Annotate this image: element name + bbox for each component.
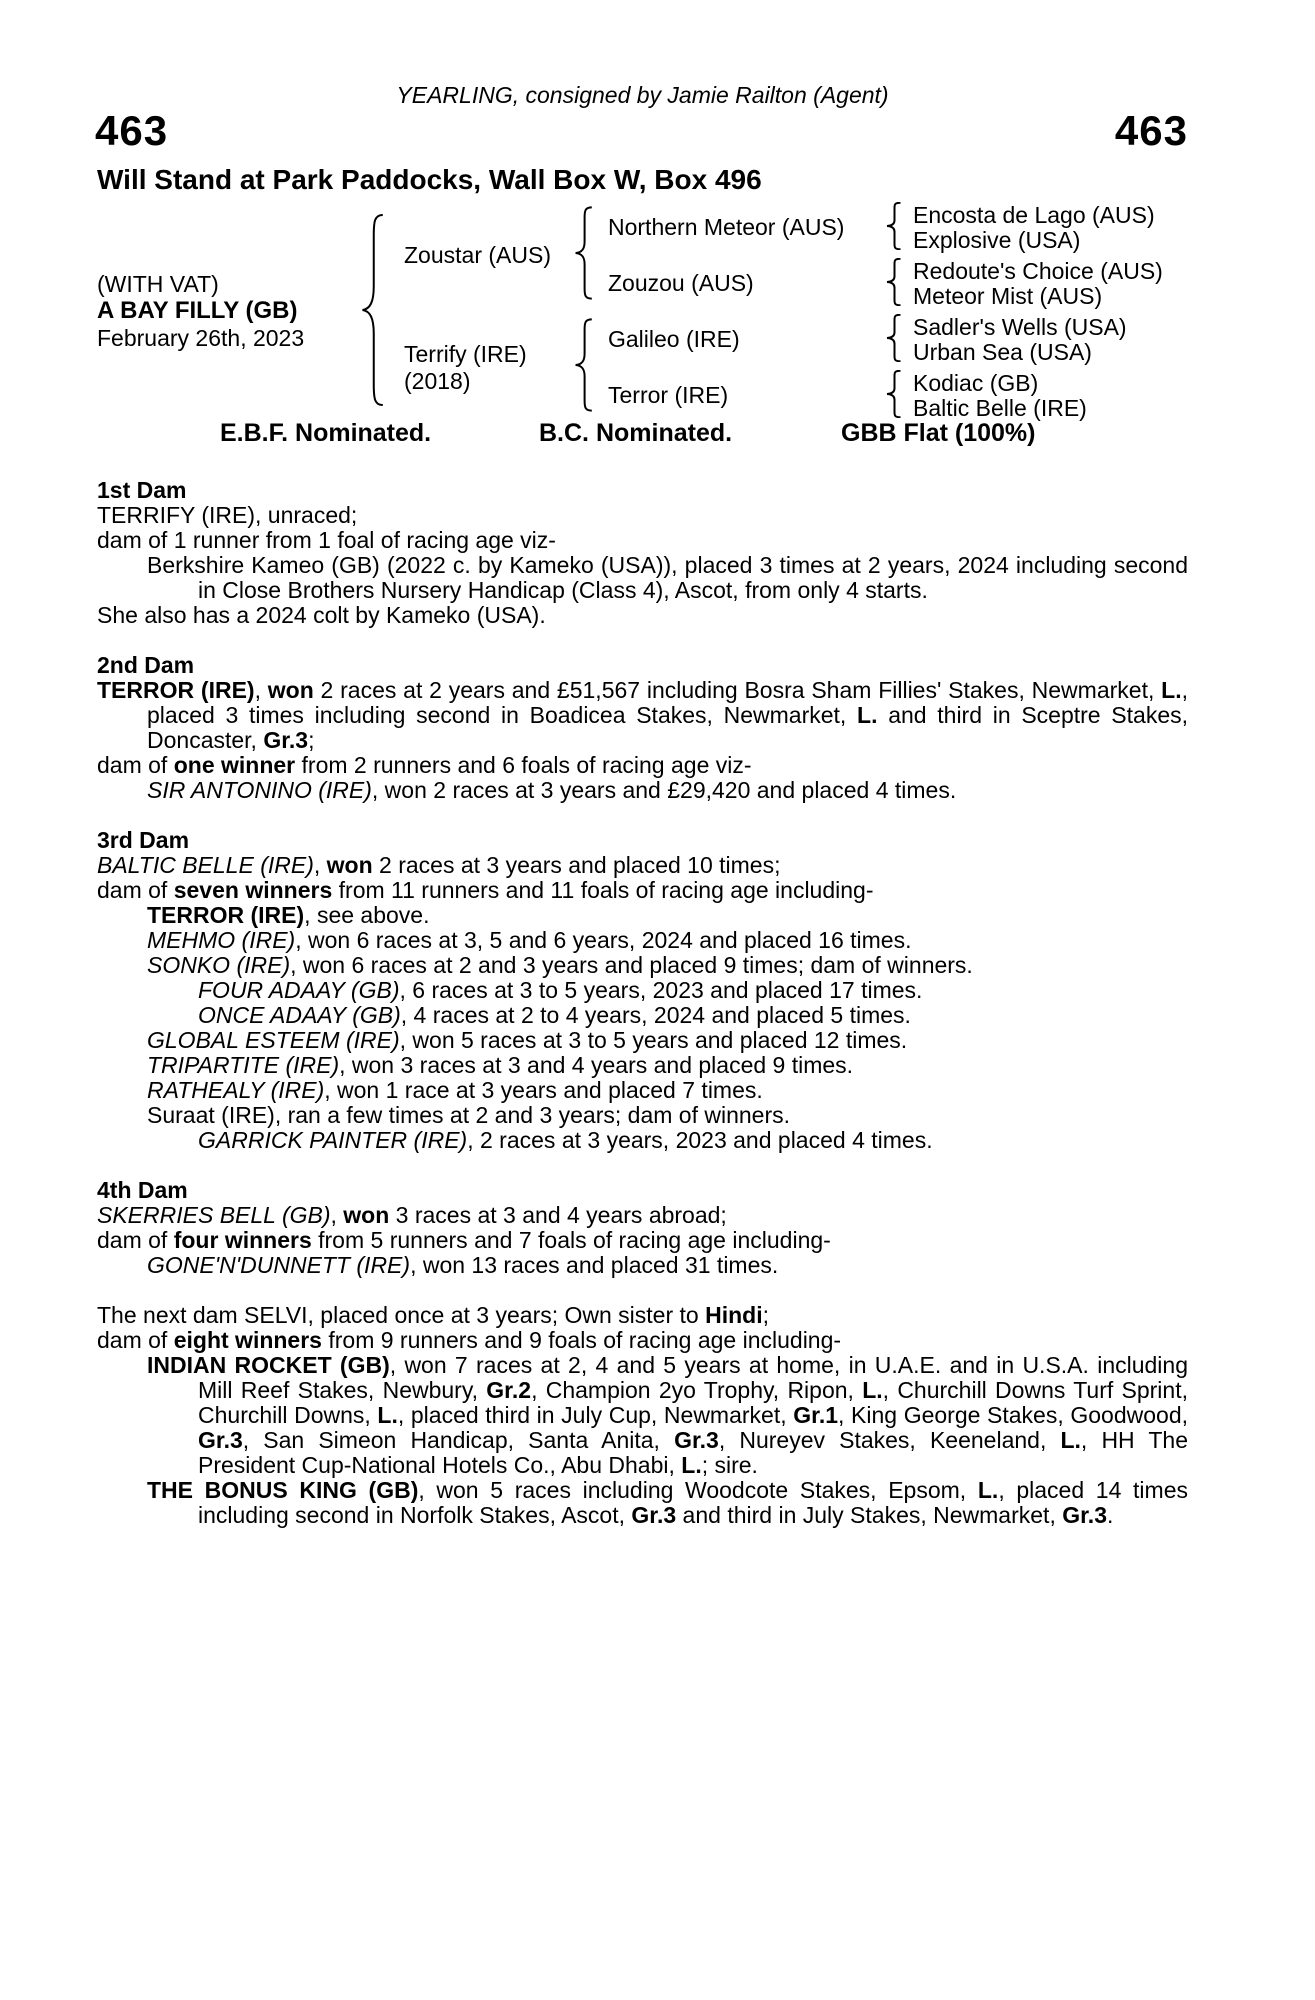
pedigree-gen2-sire-sire: Northern Meteor (AUS) bbox=[608, 214, 845, 240]
pedigree-gen3-2: Redoute's Choice (AUS) bbox=[913, 258, 1163, 284]
stand-location: Will Stand at Park Paddocks, Wall Box W, Box 496 bbox=[97, 164, 762, 195]
pedigree-gen2-sire-dam: Zouzou (AUS) bbox=[608, 270, 754, 296]
catalog-paragraph: THE BONUS KING (GB), won 5 races including Woodcote Stakes, Epsom, L., placed 14 times including second in Norfolk Stakes, Ascot, Gr.3 and third in July Stakes, Newmarket, Gr.3. bbox=[147, 1477, 1188, 1528]
pedigree-brace-icon bbox=[884, 258, 904, 306]
catalog-body bbox=[97, 478, 1188, 1528]
pedigree-gen3-3: Meteor Mist (AUS) bbox=[913, 283, 1103, 309]
catalog-paragraph: TERRIFY (IRE), unraced; bbox=[97, 502, 358, 528]
lot-number-right: 463 bbox=[1114, 107, 1188, 154]
pedigree-gen3-1: Explosive (USA) bbox=[913, 227, 1081, 253]
pedigree-brace-icon bbox=[572, 318, 596, 412]
dam-section bbox=[97, 1303, 1188, 1528]
catalog-paragraph: FOUR ADAAY (GB), 6 races at 3 to 5 years, 2023 and placed 17 times. bbox=[198, 977, 923, 1003]
catalog-paragraph: SKERRIES BELL (GB), won 3 races at 3 and 4 years abroad; bbox=[97, 1202, 727, 1228]
catalog-paragraph: She also has a 2024 colt by Kameko (USA). bbox=[97, 602, 546, 628]
bc-nominated-label: B.C. Nominated. bbox=[539, 419, 733, 447]
pedigree-gen3-6: Kodiac (GB) bbox=[913, 370, 1039, 396]
lot-number-left: 463 bbox=[95, 107, 169, 154]
foaling-date: February 26th, 2023 bbox=[97, 325, 305, 351]
catalog-paragraph: TRIPARTITE (IRE), won 3 races at 3 and 4 years and placed 9 times. bbox=[147, 1052, 854, 1078]
gbb-flat-label: GBB Flat (100%) bbox=[841, 419, 1036, 447]
pedigree-brace-icon bbox=[358, 212, 388, 408]
catalog-paragraph: dam of seven winners from 11 runners and 11 foals of racing age including- bbox=[97, 877, 874, 903]
catalog-paragraph: Suraat (IRE), ran a few times at 2 and 3 years; dam of winners. bbox=[147, 1102, 791, 1128]
catalog-paragraph: dam of 1 runner from 1 foal of racing age viz- bbox=[97, 527, 556, 553]
catalog-paragraph: SONKO (IRE), won 6 races at 2 and 3 years and placed 9 times; dam of winners. bbox=[147, 952, 973, 978]
catalog-paragraph: MEHMO (IRE), won 6 races at 3, 5 and 6 years, 2024 and placed 16 times. bbox=[147, 927, 912, 953]
catalog-paragraph: RATHEALY (IRE), won 1 race at 3 years and placed 7 times. bbox=[147, 1077, 763, 1103]
pedigree-sire: Zoustar (AUS) bbox=[404, 242, 551, 268]
catalog-paragraph: SIR ANTONINO (IRE), won 2 races at 3 years and £29,420 and placed 4 times. bbox=[147, 777, 957, 803]
dam-heading: 2nd Dam bbox=[97, 652, 195, 678]
catalog-paragraph: BALTIC BELLE (IRE), won 2 races at 3 years and placed 10 times; bbox=[97, 852, 781, 878]
pedigree-brace-icon bbox=[884, 370, 904, 418]
catalog-paragraph: dam of eight winners from 9 runners and 9 foals of racing age including- bbox=[97, 1327, 842, 1353]
catalog-paragraph: GONE'N'DUNNETT (IRE), won 13 races and placed 31 times. bbox=[147, 1252, 779, 1278]
pedigree-gen2-dam-dam: Terror (IRE) bbox=[608, 382, 729, 408]
dam-section bbox=[97, 1178, 1188, 1278]
catalog-paragraph: INDIAN ROCKET (GB), won 7 races at 2, 4 and 5 years at home, in U.A.E. and in U.S.A. including Mill Reef Stakes, Newbury, Gr.2, Champion 2yo Trophy, Ripon, L., Churchill Downs Turf Sprint, Churchill Downs, L., placed third in July Cup, Newmarket, Gr.1, King George Stakes, Goodwood, Gr.3, San Simeon Handicap, Santa Anita, Gr.3, Nureyev Stakes, Keeneland, L., HH The President Cup-National Hotels Co., Abu Dhabi, L.; sire. bbox=[147, 1352, 1189, 1478]
pedigree-gen3-7: Baltic Belle (IRE) bbox=[913, 395, 1087, 421]
consignor-line: YEARLING, consigned by Jamie Railton (Agent) bbox=[396, 82, 889, 108]
pedigree-gen3-5: Urban Sea (USA) bbox=[913, 339, 1092, 365]
pedigree-gen3-4: Sadler's Wells (USA) bbox=[913, 314, 1127, 340]
catalog-paragraph: dam of four winners from 5 runners and 7 foals of racing age including- bbox=[97, 1227, 831, 1253]
pedigree-gen2-dam-sire: Galileo (IRE) bbox=[608, 326, 740, 352]
dam-section bbox=[97, 478, 1188, 628]
pedigree-dam: Terrify (IRE) bbox=[404, 341, 527, 367]
dam-heading: 4th Dam bbox=[97, 1177, 188, 1203]
catalog-paragraph: ONCE ADAAY (GB), 4 races at 2 to 4 years, 2024 and placed 5 times. bbox=[198, 1002, 911, 1028]
pedigree-brace-icon bbox=[884, 314, 904, 362]
catalog-paragraph: GARRICK PAINTER (IRE), 2 races at 3 years, 2023 and placed 4 times. bbox=[198, 1127, 933, 1153]
vat-note: (WITH VAT) bbox=[97, 271, 219, 297]
dam-section bbox=[97, 828, 1188, 1153]
catalog-paragraph: Berkshire Kameo (GB) (2022 c. by Kameko (USA)), placed 3 times at 2 years, 2024 including second in Close Brothers Nursery Handicap (Class 4), Ascot, from only 4 starts. bbox=[147, 552, 1188, 603]
catalog-paragraph: TERROR (IRE), see above. bbox=[147, 902, 430, 928]
catalog-paragraph: dam of one winner from 2 runners and 6 foals of racing age viz- bbox=[97, 752, 752, 778]
dam-heading: 3rd Dam bbox=[97, 827, 190, 853]
pedigree-brace-icon bbox=[572, 206, 596, 300]
horse-name: A BAY FILLY (GB) bbox=[97, 297, 298, 324]
catalog-paragraph: GLOBAL ESTEEM (IRE), won 5 races at 3 to 5 years and placed 12 times. bbox=[147, 1027, 908, 1053]
catalog-paragraph: TERROR (IRE), won 2 races at 2 years and £51,567 including Bosra Sham Fillies' Stakes, Newmarket, L., placed 3 times including second in Boadicea Stakes, Newmarket, L. and third in Sceptre Stakes, Doncaster, Gr.3; bbox=[97, 677, 1188, 753]
ebf-nominated-label: E.B.F. Nominated. bbox=[220, 419, 432, 447]
dam-heading: 1st Dam bbox=[97, 477, 187, 503]
pedigree-gen3-0: Encosta de Lago (AUS) bbox=[913, 202, 1155, 228]
pedigree-dam-year: (2018) bbox=[404, 368, 471, 394]
catalog-paragraph: The next dam SELVI, placed once at 3 years; Own sister to Hindi; bbox=[97, 1302, 769, 1328]
dam-section bbox=[97, 653, 1188, 803]
pedigree-brace-icon bbox=[884, 202, 904, 250]
